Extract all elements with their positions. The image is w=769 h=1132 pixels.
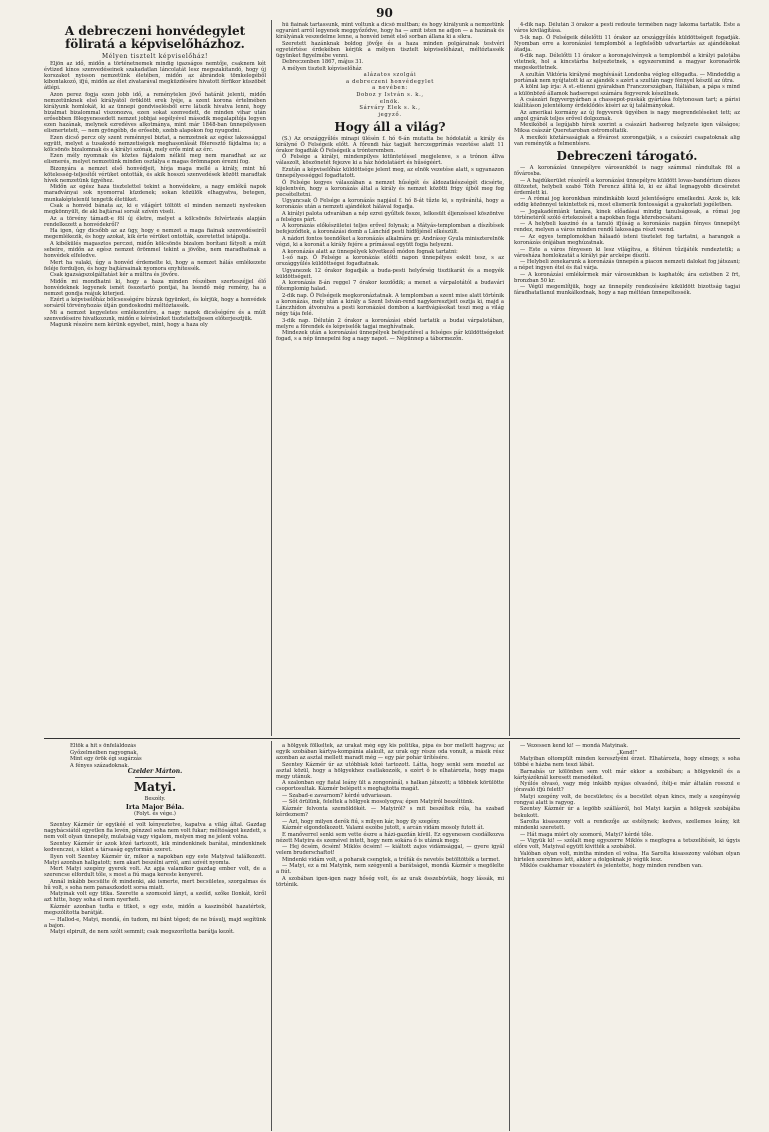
paragraph: A császári fegyvergyárban a chassepot-puskák gyártása folytonosan tart; a párisi kiállításon jelentékeny érdeklődés kíséri az új találmányokat. [514, 97, 740, 110]
column-left [44, 22, 266, 735]
paragraph: Matyinak volt egy titka. Szerette a szomszéd lányt, a szelíd, szőke Ilonkát, kiről azt hitte, hogy soha el nem nyerheti. [44, 891, 266, 904]
divider [135, 819, 175, 820]
signature-line: a nevében: [372, 85, 408, 92]
paragraph: Bizonyára a nemzet első honvédjeit, hívja maga mellé a király, mint hű kötelesség-teljesítői vérüket ontották, és akik hosszú szenvedések között maradtak hívek nemzetünk ügyéhez. [44, 165, 266, 184]
paragraph: Matyiban oltompült minden keresztyéni érzet. Elhatározta, hogy elmegy, s soha többé e házba nem teszi lábát. [514, 756, 740, 769]
paragraph: Az amerikai kormány az új fegyverek ügyében is nagy megrendeléseket tett; az angol gyárak teljes erővel dolgoznak. [514, 109, 740, 122]
column-rule [509, 741, 510, 1131]
divider [135, 777, 175, 778]
paragraph: E manőverrel senki sem vette észre a házi-gazdán kívül. Ez egyenesen csodálkozva nézett Matyira és szemével intett, hogy nem sokára ő is utánuk megy. [276, 831, 504, 844]
paragraph: Ő Felsége a királyi, mindenpilyes kitüntetéssel megjelenve, s a trónon állva válaszolt, köszönetét fejezve ki a ház hódolatáért és hűségéért. [276, 154, 504, 167]
paragraph: A királyi palota udvarában a nép ezrei gyűltek össze, lelkesült éljenzéssel köszöntve a felséges párt. [276, 210, 504, 223]
paragraph: Sarolta kisasszony volt a rendezője az estélynek; kedves, szellemes leány, kit mindenki szeretett. [514, 819, 740, 832]
paragraph: A szobában igen-igen nagy hőség volt, és az urak összebúvták, hogy lássák, mi történik. [276, 875, 504, 889]
paragraph: Ezért a képviselőház bölcsességére bízzuk ügyünket, és kérjük, hogy a honvédek sorsáról törvényhozás útján gondoskodni méltóztassék. [44, 297, 266, 310]
paragraph: Szentey Kázmér úr a legöbb szállásról, hol Matyi karján a hölgyek szobájába bekukott. [514, 806, 740, 819]
paragraph: Valóban olyan volt, mintha minden el volna. Ha Sarolta kisasszony valóban olyan hirtelen szerelmes lett, akkor a dolgoknak jó végük lesz. [514, 850, 740, 863]
paragraph: — Hej öcsém, öcsém! Miklós öcsém! — kiáltott zajos vidámsággal, — gyere igyál velem bruderschaftot! [276, 844, 504, 857]
paragraph: (S.) Az országgyűlés minapi ülésén f. hó 6-án mutatta be hódolatát a király és királyné Ő Felségeik előtt. A főrendi ház tagjait herczegprímás vezetése alatt 11 órakor fogadták Ő Felségeik a trónteremben. [276, 135, 504, 154]
paragraph: — A koronázási ünnepélyre városunkból is nagy számmal rándultak föl a fővárosba. [514, 164, 740, 177]
paragraph: Mert Matyi szegény gyerek volt. Az apja valamikor gazdag ember volt, de a szerencse elfordult tőle, s most a fiú maga kereste kenyerét. [44, 866, 266, 879]
paragraph: Ezen mély nyomnak és köztes fájdalom nélkül meg nem maradhat az az elismerés, melyet nemzetünk minden osztálya e magas örömnapon érezni fog. [44, 153, 266, 166]
paragraph: Mindezek után a koronázási ünnepélyek befejeztével a felséges pár küldöttségeket fogad, s a nép ünnepelni fog a nagy napot. — Népünnep a tábormezőn. [276, 330, 504, 343]
paragraph: Ezután a képviselőház küldöttsége jelent meg, az elnök vezetése alatt, s ugyanazon ünnepélyességgel fogadtatott. [276, 166, 504, 179]
paragraph: Ő Felsége kegyes válaszában a nemzet hűségét és áldozatkészségét dicsérte, kijelentvén, hogy a koronázás által a király és nemzet közötti frigy újból meg fog pecsételtetni. [276, 179, 504, 198]
signature-line: elnök. [379, 98, 401, 105]
paragraph: Szeretett hazánknak boldog jövője és a haza minden polgárainak testvéri egyetértése érdekében kérjük a mélyen tisztelt képviselőházat, méltóztassék ügyünket figyelmébe venni. [276, 40, 504, 59]
paragraph: Csak a honvéd bánata az, ki e világért töltött el minden nemzeti nyelveken megkönnyült, de aki bajtársai sorsát szívén viseli. [44, 203, 266, 216]
paragraph: Szentey Kázmér úr azok közé tartozott, kik mindenkinek barátai, mindenkinek kedvenczei, s kiket a társaság egyformán szeret. [44, 840, 266, 854]
feuilleton-middle [276, 743, 504, 1129]
paragraph: A koronázás alatt az ünnepélyek következő módon fognak tartatni: [282, 248, 458, 255]
paragraph: A mexikói köztársaságiak a fővárost szorongatják, s a császári csapatoknak alig van reményük a felmentésre. [514, 134, 740, 147]
paragraph: „Kend!” [616, 749, 638, 756]
paragraph: Magunk részére nem kérünk egyebet, mint, hogy a haza oly [50, 322, 208, 329]
paragraph: Kázmér elgondolkozott. Valami eszébe jutott, s arcán vidám mosoly futott át. [282, 825, 485, 832]
paragraph: — Matyi, ez a mi Matyink, nem szégyenli a barátságot, mondá Kázmér s megölelte a fiút. [276, 863, 504, 876]
paragraph: — Azt, hogy milyen derék fiú, s milyen kár, hogy ily szegény. [282, 818, 441, 825]
paragraph: — Vigyük ki! — szólalt meg egyszerre Miklós s megfogva a tetszelítését, ki úgyis előre volt, Matyival együtt kivitték a szobából. [514, 838, 740, 851]
address-line: A mélyen tisztelt képviselőház [282, 65, 362, 72]
paragraph: Mert ha valaki, úgy a honvéd érdemelte ki, hogy a nemzet hálás emlékezete feléje forduljon, és hogy bajtársainak nyomora enyhítessék. [44, 259, 266, 272]
paragraph: Matyi szegény volt, de becsületes; és a becsület olyan kincs, mely a szegénység rongyai alatt is ragyog. [514, 793, 740, 806]
paragraph: — Vezessen kend ki! — mondá Matyinak. [520, 743, 629, 749]
column-rule [509, 20, 510, 736]
paragraph: — A helybeli kaszinó és a tanuló ifjúság a koronázás napján fényes ünnepélyt rendez, melyen a város minden rendű lakossága részt veend. [514, 221, 740, 234]
paragraph: — Jogakadémiánk tanára, kinek előadásai mindig tanulságosak, a római jog történetéről szóló értekezését a napokban fogja közrebocsátani. [514, 208, 740, 221]
paragraph: Ilyen volt Szentey Kázmér úr, mikor a napokban egy este Matyival találkozott. Matyi azonban hallgatott; nem akart beszélni arról, ami szívét nyomta. [44, 853, 266, 866]
paragraph: — Szabad-e zavarnom? kérdé udvariasan. [282, 792, 392, 799]
column-rule [271, 20, 272, 736]
signature-line: a debreczeni honvédegylet [345, 78, 435, 85]
paragraph: A kibékülés magasztos perczei, midőn kölcsönös bizalom borítani fátyolt a múlt sebeire, midőn az egész nemzet örömmel tekint a jövőbe, nem maradhatnak a honvédek elfeledve. [44, 240, 266, 259]
story-genre: Beszély. [144, 796, 166, 803]
paragraph: — Helybeli zenekarunk a koronázás ünnepén a piacon nemzeti dalokat fog játszani; a népet ingyen étel és ital várja. [514, 259, 740, 272]
feuilleton-rule [44, 738, 740, 739]
paragraph: — A római jog koronkban mindinkább kezd jelentőségre emelkedni. Azok is, kik eddig közönnyel tekintettek rá, most elismerik fontosságát a gyakorlati jogéletben. [514, 196, 740, 209]
dateline: Debreczenben 1867, május 31. [282, 59, 364, 66]
paragraph: Midőn az egész haza tisztelettel tekint a honvédekre, a nagy emlékű napok maradványai sok nyomorral küzdenek; sokan közülök elhagyatva, betegen, munkaképtelenül tengetik életüket. [44, 184, 266, 203]
paragraph: — Sőt örülünk, feleltek a hölgyek mosolyogva; épen Matyiról beszéltünk. [282, 799, 475, 806]
paragraph: hű fiainak tartassunk, mint voltunk a dicső multban; és hogy királyunk a nemzetünk egyaránt arról legyenek meggyőződve, hogy ha — amit isten ne adjon — a hazának és királyának veszedelme lenne, a honvéd ismét első sorban állana ki a síkra. [276, 22, 504, 41]
poem-line: Éltök a hit s önfeláldozás [70, 743, 137, 749]
feuilleton-right [514, 743, 740, 1129]
paragraph: A kölni lap írja: A st.-etienni gyárakban Franczországban, Itáliában, a pápa s mind a különböző államok hadseregei számára fegyverek készülnek. [514, 84, 740, 97]
paragraph: — Hát maga miért oly szomorú, Matyi? kérdé tőle. [520, 831, 653, 838]
signature-line: jegyző. [378, 111, 402, 118]
paragraph: Kázmér azonban tudta e titkot, s egy este, midőn a kaszinóból hazatértek, megszólította barátját. [44, 903, 266, 916]
feuilleton-left [44, 743, 266, 1129]
paragraph: Miklós csakhamar visszatért és jelentette, hogy minden rendben van. [520, 863, 703, 870]
paragraph: A szalonban egy fiatal leány ült a zongoránál, s halkan játszott; a többiek körülötte csoportosultak. Kázmér belépett s meghajtotta magát. [276, 780, 504, 793]
paragraph: — A koronázási emlékérmek már városunkban is kaphatók; ára ezüstben 2 frt, bronzban 50 kr. [514, 271, 740, 284]
paragraph: 5-ik nap. Ő Felségeik délelőtti 11 órakor az országgyűlés küldöttségeit fogadják. Nyomban erre a koronázási templomból a legfelsőbb udvartartás az ajándékokat átadja. [514, 34, 740, 53]
paragraph: — Hallod-e, Matyi, mondá, én tudom, mi bánt téged; de ne búsulj, majd segítünk a bajon. [44, 916, 266, 929]
column-middle [276, 22, 504, 735]
paragraph: Annál inkább becsülte őt mindenki, aki ismerte, mert becsületes, szorgalmas és hű volt, s soha nem panaszkodott sorsa miatt. [44, 878, 266, 891]
article-headline: A debreczeni honvédegylet föliratá a képviselőházhoz. [64, 24, 246, 51]
paragraph: — Az egyes templomokban hálaadó isteni tisztelet fog tartatni, a harangok a koronázás órájában meghúzatnak. [514, 233, 740, 246]
paragraph: Ugyanezek 12 órakor fogadják a buda-pesti helyőrség tisztikarát és a megyék küldöttségeit. [276, 267, 504, 280]
paragraph: Midőn mi mondhatni ki, hogy a haza minden részében szerteszéjjel élő honvédeknek legyenek ismét összetartó pontjai, ha leendő még remény, ha a nemzet gondja reájuk kiterjed. [44, 278, 266, 297]
paragraph: Azon perez fogja ezen jobb idő, a reménytelen jövő határát jelenti, midőn nemzetünknek első királyától öröklött erek lyéje, a szent korona értelmében királyunk homlokát, ki az ünnepi gondviselésből erre látszik hivatva lenni, hogy bizalmat bizalommal viszonozva, ezen sokat szenvedett, de minden vihar után erősebben fölegyenesedett nemzet jobbjai segélyével második megalapítója legyen ezen hazának, melynek ezredéves alkotmánya, mint már 1848-ban ünnepélyesen elismertetett, — nem gyöngébb, de erősebb, szebb alapokon fog nyugodni. [44, 91, 266, 135]
paragraph: 3-dik nap. Délután 2 órakor a koronázási ebéd tartatik a budai várpalotában, melyre a főrendek és képviselők tagjai meghívatnak. [276, 317, 504, 330]
story-title: Matyi. [133, 780, 177, 795]
paragraph: 4-dik nap. Délután 3 órakor a pesti redoute termében nagy lakoma tartatik. Este a város kivilágítása. [514, 22, 740, 35]
paragraph: Kázmér felvonta szemöldökét. — Matyiról? s mit beszéltek róla, ha szabad kérdeznem? [276, 805, 504, 819]
paragraph: Szentey Kázmér úr egyikéé el volt kényeztetve, kapatva a világ által. Gazdag nagybácsiától egyetlen fia levén, pénzzel soha nem volt fukar; méltóságot kezdett, s nem volt olyan ünnepély, mulatság vagy vigalom, melyen meg ne jelent volna. [44, 822, 266, 841]
paragraph: A koronázás előkészületei teljes erővel folynak; a Mátyás-templomban a díszítések befejeződtek, a koronázási domb a Lánchíd pesti hídfőjénél elkészült. [276, 223, 504, 236]
signature-line: alázatos szolgái [363, 72, 417, 79]
paragraph: Mexikóból a legújabb hírek szerint a császári hadsereg helyzete igen válságos; Miksa császár Queretaroban ostromoltatik. [514, 122, 740, 135]
paragraph: 6-dik nap. Délelőtti 11 órakor a koronajelvények a templomból a királyi palotába vitetnek, hol a kincstárba helyeztetnek, s egyszersmind a magyar koronaőrök megeskettetnek. [514, 53, 740, 72]
paragraph: 1-ső nap. Ő Felsége a koronázás előtti napon ünnepélyes esküt tesz, s az országgyűlés küldöttségei fogadtatnak. [276, 255, 504, 268]
article-headline: Debreczeni tárogató. [556, 148, 698, 163]
paragraph: Nyúlós olvasó, vagy még inkább nyájas olvasónő, ítélj-e már általán rosszul e jóravaló ifjú felett? [514, 781, 740, 794]
paragraph: A szultán Viktória királyné meghívását Londonba végleg elfogadta. — Mindeddig a portának nem nyújtatott ki az ajándék s azért a szultán nagy fénnyel készül az útra. [514, 71, 740, 84]
signature-line: Sárváry Elek s. k., [359, 105, 421, 112]
paragraph: Csak igazságszolgáltatást kér a múltra és jövőre. [50, 272, 180, 279]
page-number: 90 [376, 6, 393, 20]
paragraph: — Este a város fényesen ki lesz világítva, a főtéren tűzijáték rendeztetik; a városháza homlokzatát a királyi pár arcképe díszíti. [514, 246, 740, 259]
salutation: Mélyen tisztelt képviselőház! [101, 53, 208, 60]
signature-line: Doboz y István s. k., [356, 92, 424, 99]
poem-line: Mint egy örök égi sugárzás [70, 756, 142, 763]
paragraph: Matyi elpirult, de nem szólt semmit; csak megszorította barátja kezét. [50, 929, 235, 936]
paragraph: Ha igen, úgy dicsőbb az az ügy, hogy e nemzet a maga fiainak szenvedéseiről megemlékezik, és hogy azokat, kik érte vérüket ontották, szeretettel istápolja. [44, 228, 266, 241]
column-right [514, 22, 740, 735]
paragraph: Szentey Kázmér úr az utóbbiak közé tartozott. Látta, hogy senki sem mozdul az asztal közül, hogy a hölgyekhez csatlakozzék, s ezért ő is elhatározta, hogy maga megy utánuk. [276, 761, 504, 780]
paragraph: A nádori fontos teendőket a koronázás alkalmára gr. Andrássy Gyula miniszterelnök végzi, ki a koronát a király fejére a prímással együtt fogja helyezni. [276, 235, 504, 248]
paragraph: Barnabás ur kölönben sem volt már ekkor a szobában; a hölgyeknél és a kártyázóknál keresett menedéket. [514, 768, 740, 781]
paragraph: Mi a nemzet kegyeletes emlékezetére, a nagy napok dicsőségére és a múlt szenvedéseire hivatkozunk, midőn e kérésünket tiszteletteljesen előterjesztjük. [44, 309, 266, 322]
poem-line: A fényes századoknak. [70, 762, 130, 769]
column-rule [271, 741, 272, 1131]
article-headline: Hogy áll a világ? [334, 119, 446, 134]
paragraph: Az a törvény támadt-e föl új életre, melyet a kölcsönös felvértezés alapján rendelkezett a honvédekről? [44, 215, 266, 228]
paragraph: Ezen dicső percz oly szent reménnyel biztat, a nemzetnek az egész lakossággal együtt, melyet a tusakodó nemzetiségek meghasonlását föleresztő fájdalma is; a kölcsönös bizalomnak és a királyi szónak, mely erős mint az érc. [44, 134, 266, 153]
paragraph: — Végül megemlítjük, hogy az ünnepély rendezésére kiküldött bizottság tagjai fáradhatatlanul munkálkodnak, hogy a nap méltóan ünnepeltessék. [514, 284, 740, 297]
paragraph: A koronázás 8-án reggel 7 órakor kezdődik; a menet a várpalotától a budavári főtemplomig halad. [276, 280, 504, 293]
paragraph: Mindenki vidám volt, a poharak csengtek, a tréfák és nevetés betöltötték a termet. [282, 856, 501, 863]
story-note: (Folyt. és vége.) [134, 811, 176, 818]
poem-author: Czelder Márton. [127, 768, 183, 776]
paragraph: a hölgyek fölkeltek, az urakat még egy kis politika, pipa és bor mellett hagyva; az egyik szobában kártya-kompánia alakult, az urak egy része oda vonult, a másik rész azonban az asztal mellett maradt még — egy pár pohár ürítésére. [276, 743, 504, 762]
poem-line: Győzelmeiben ragyognak, [70, 749, 139, 756]
paragraph: 2-dik nap. Ő Felségeik megkoronáztatnak. A templomban a szent mise alatt történik a koronázás, mely után a király a Szent István-rend nagykeresztjeit osztja ki, majd a Lánczhídon átvonulva a pesti koronázási dombon a kardvágásokat teszi meg a világ négy tája felé. [276, 292, 504, 318]
paragraph: Eljön az idő, midőn a történetnemek mindig igazságos nemtője, csaknem két évtized kínos szenvedéseinek szakadatlan láncolatát lesz megszakítandó, hogy új korszakot nyisson nemzetünk életében, midőn az ábrándok tömkelegéből kibontakozó, ifjú, midőn az élet zivatarával megküzdésére hivatott férfikor küszöbét átlépi. [44, 61, 266, 92]
story-byline: Irta Major Béla. [125, 802, 185, 811]
paragraph: Ugyancsak Ő Felsége a koronázás napjául f. hó 8-át tűzte ki, s nyilvánítá, hogy a koronázás után a nemzeti ajándékot hálával fogadja. [276, 198, 504, 211]
paragraph: — A hajdúkerület részéről a koronázási ünnepélyre küldött lovas-bandérium díszes öltözetet, helybeli szabó Tóth Ferencz állítá ki, ki ez által legnagyobb dicséretet érdemlett ki. [514, 177, 740, 196]
